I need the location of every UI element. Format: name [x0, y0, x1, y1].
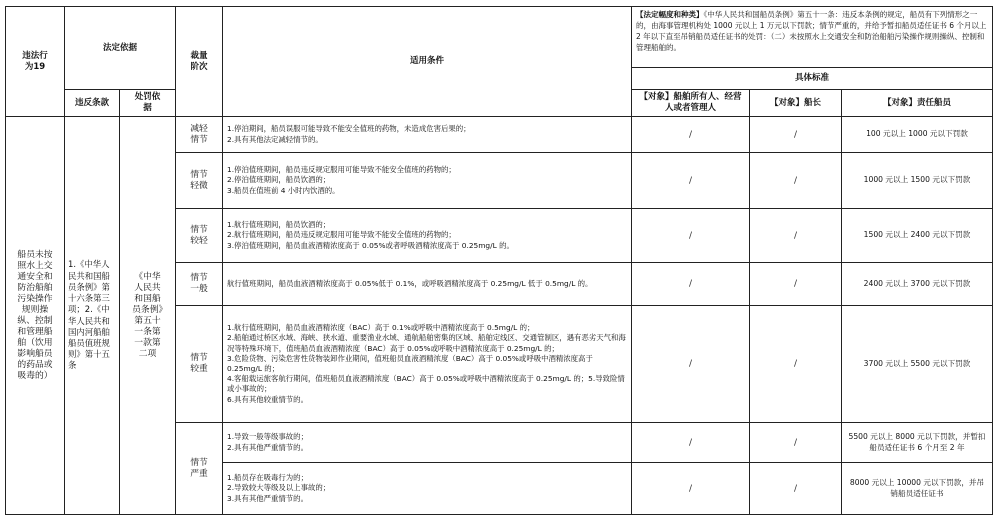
- conditions-cell: [223, 153, 631, 208]
- conditions-cell: [223, 423, 631, 462]
- empty-cell: /: [688, 483, 693, 494]
- condition-item: 1.航行值班期间，船员血液酒精浓度（BAC）高于 0.1%或呼吸中酒精浓度高于 0.5mg/L 的；: [227, 323, 535, 333]
- condition-item: 3.具有其他严重情节的。: [227, 493, 308, 503]
- conditions-cell: [223, 463, 631, 514]
- level-cell: 减轻情节: [190, 123, 208, 145]
- empty-cell: /: [793, 437, 798, 448]
- penalty-cell: 100 元以上 1000 元以下罚款: [866, 129, 968, 139]
- penalty-cell: 5500 元以上 8000 元以下罚款，并暂扣船员适任证书 6 个月至 2 年: [848, 432, 986, 452]
- grid-line: [992, 6, 993, 514]
- empty-cell: /: [688, 437, 693, 448]
- penalty-cell: 1000 元以上 1500 元以下罚款: [863, 175, 971, 185]
- empty-cell: /: [688, 230, 693, 241]
- condition-item: 2.航行值班期间，船员违反规定服用可能导致不能安全值班的药物的；: [227, 230, 456, 240]
- condition-item: 2.导致较大等级及以上事故的；: [227, 483, 331, 493]
- condition-item: 1.停泊期间，船员误服可能导致不能安全值班的药物，未造成危害后果的；: [227, 124, 471, 134]
- legal-range-body: 《中华人民共和国船员条例》第五十一条：违反本条例的规定，船员有下列情形之一的，由海事管理机构处 1000 元以上 1 万元以下罚款；情节严重的，并给予暂扣船员适任证书 6 个月以上 2 年以下直至吊销船员适任证书的处罚：（二）未按照水上交通安全和防治船舶污染操作规则操纵、控制和管理船舶的。: [636, 10, 987, 52]
- condition-item: 航行值班期间，船员血液酒精浓度高于 0.05%低于 0.1%，或呼吸酒精浓度高于 0.25mg/L 低于 0.5mg/L 的。: [227, 278, 593, 288]
- conditions-header: 适用条件: [409, 56, 444, 66]
- conditions-cell: [223, 209, 631, 262]
- penalty-cell: 2400 元以上 3700 元以下罚款: [863, 278, 971, 288]
- condition-item: 2.停泊值班期间，船员饮酒的；: [227, 175, 331, 185]
- level-cell: 情节较轻: [190, 224, 208, 246]
- level-cell: 情节较重: [190, 353, 208, 374]
- empty-cell: /: [688, 359, 693, 369]
- empty-cell: /: [793, 483, 798, 494]
- level-cell: 情节严重: [190, 457, 208, 479]
- penalty-basis: 《中华人民共和国船员条例》第五十一条第一款第二项: [132, 271, 163, 359]
- legal-range-label: 【法定幅度和种类】: [636, 10, 704, 19]
- condition-item: 1.航行值班期间，船员饮酒的；: [227, 220, 331, 230]
- specific-standard-header: 具体标准: [794, 73, 829, 83]
- violated-article-header: 违反条款: [74, 97, 109, 108]
- target-crew-header: 【对象】责任船员: [882, 97, 951, 108]
- condition-item: 3.危险货物、污染危害性货物装卸作业期间，值班船员血液酒精浓度（BAC）高于 0.05%或呼吸中酒精浓度高于 0.25mg/L 的；: [227, 353, 593, 373]
- empty-cell: /: [793, 175, 798, 186]
- legal-basis-header: 法定依据: [102, 42, 137, 53]
- penalty-basis-header: 处罚依据: [134, 92, 161, 113]
- penalty-cell: 3700 元以上 5500 元以下罚款: [863, 358, 971, 368]
- level-cell: 情节轻微: [190, 169, 208, 191]
- conditions-cell: [223, 263, 631, 305]
- offense-header: 违法行为19: [22, 50, 48, 72]
- condition-item: 2.具有其他法定减轻情节的。: [227, 134, 323, 144]
- discretion-level-header: 裁量阶次: [190, 50, 208, 72]
- empty-cell: /: [688, 129, 693, 140]
- legal-range-text: [632, 7, 992, 67]
- condition-item: 3.停泊值班期间，船员血液酒精浓度高于 0.05%或者呼吸酒精浓度高于 0.25mg/L 的。: [227, 240, 514, 250]
- condition-item: 4.客船载运旅客航行期间，值班船员血液酒精浓度（BAC）高于 0.05%或呼吸中酒精浓度高于 0.25mg/L 的；5.导致险情或小事故的；: [227, 374, 625, 394]
- condition-item: 6.具有其他较重情节的。: [227, 394, 308, 404]
- conditions-cell: [223, 306, 631, 422]
- target-owner-header: 【对象】船舶所有人、经营人或者管理人: [639, 92, 742, 113]
- conditions-cell: [223, 117, 631, 152]
- condition-item: 1.停泊值班期间，船员违反规定服用可能导致不能安全值班的药物的；: [227, 165, 456, 175]
- level-cell: 情节一般: [190, 273, 208, 294]
- condition-item: 2.具有其他严重情节的。: [227, 442, 308, 452]
- empty-cell: /: [793, 129, 798, 140]
- violated-articles: 1.《中华人民共和国船员条例》第十六条第三项；2.《中华人民共和国内河船舶船员值班规则》第十五条: [68, 259, 110, 371]
- empty-cell: /: [793, 359, 798, 369]
- penalty-cell: 1500 元以上 2400 元以下罚款: [863, 230, 971, 240]
- empty-cell: /: [793, 279, 798, 289]
- empty-cell: /: [688, 279, 693, 289]
- condition-item: 1.导致一般等级事故的；: [227, 432, 308, 442]
- offense-description: 船员未按照水上交通安全和防治船舶污染操作规则操纵、控制和管理船舶（饮用影响船员的药品或吸毒的）: [17, 249, 53, 381]
- target-captain-header: 【对象】船长: [769, 97, 821, 108]
- condition-item: 1.船员存在吸毒行为的；: [227, 473, 308, 483]
- condition-item: 3.船员在值班前 4 小时内饮酒的。: [227, 185, 340, 195]
- empty-cell: /: [688, 175, 693, 186]
- penalty-cell: 8000 元以上 10000 元以下罚款，并吊销船员适任证书: [849, 478, 985, 498]
- condition-item: 2.船舶通过桥区水域、海峡、狭水道、重要渔业水域、通航船舶密集的区域、船舶定线区、交通管制区，遇有恶劣天气和海况等特殊环境下，值班船员血液酒精浓度（BAC）高于 0.05%或呼吸中酒精浓度高于 0.25mg/L 的；: [227, 333, 626, 353]
- grid-line: [5, 514, 993, 515]
- empty-cell: /: [793, 230, 798, 241]
